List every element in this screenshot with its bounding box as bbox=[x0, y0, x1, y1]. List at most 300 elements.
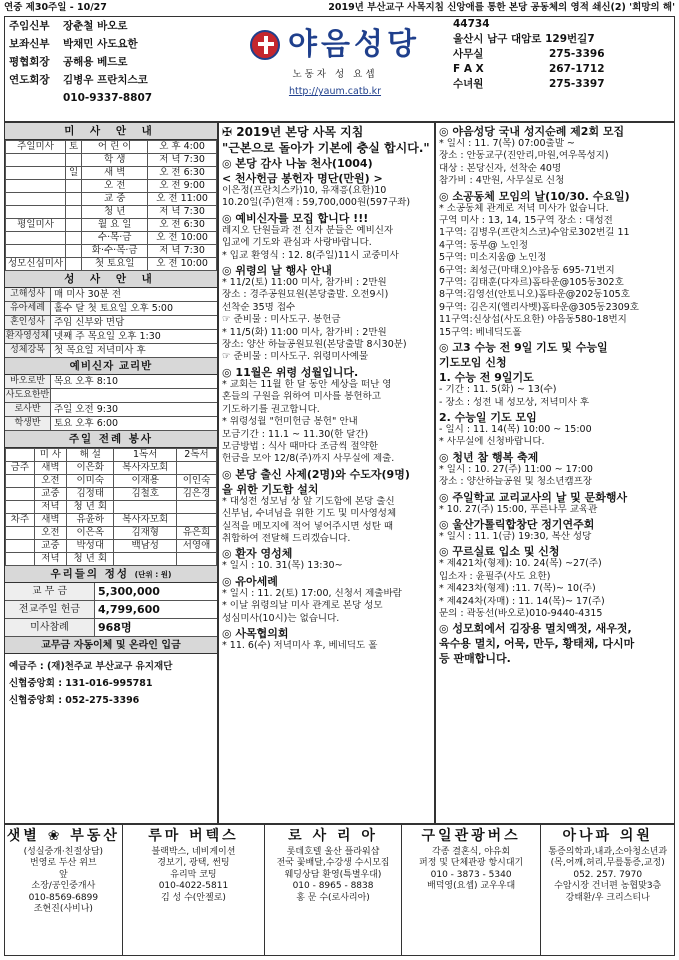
service-cell: 유은희 bbox=[176, 527, 216, 540]
ad-line: 김 성 수(안젤로) bbox=[160, 892, 226, 903]
clergy-name: 공해용 베드로 bbox=[63, 55, 128, 68]
clergy-row bbox=[5, 89, 219, 107]
bank-line: 예금주 : (재)천주교 부산교구 유지재단 bbox=[9, 661, 173, 672]
service-row bbox=[6, 540, 217, 553]
notice-line: * 11/2(토) 11:00 미사, 참가비 : 2만원 bbox=[222, 277, 387, 289]
offering-key: 미사참례 bbox=[5, 619, 95, 636]
mass-cell bbox=[66, 258, 82, 271]
service-cell: 새벽 bbox=[34, 514, 66, 527]
notice-line: 문의 : 곽동선(바오로)010-9440-4315 bbox=[439, 607, 603, 619]
notice-line: * 사무실에 신청바랍니다. bbox=[439, 436, 545, 448]
notice-line: 신부님, 수녀님을 위한 기도 및 미사영성체 bbox=[222, 508, 397, 520]
contact-row bbox=[451, 62, 675, 77]
notice-line: - 기간 : 11. 5(화) ~ 13(수) bbox=[439, 384, 557, 396]
notice-line: * 위령성월 "헌미헌금 봉헌" 안내 bbox=[222, 416, 358, 428]
service-cell bbox=[6, 475, 35, 488]
ad-title: 아나파 의원 bbox=[562, 828, 653, 844]
notice-line: * 제424차(자매) : 11. 14(목)~ 17(주) bbox=[439, 595, 605, 607]
ad-line: 홍 문 수(로사리아) bbox=[296, 892, 370, 903]
bank-line: 신협중앙회 : 131-016-995781 bbox=[9, 678, 153, 689]
notice-line: * 일시 : 11. 1(금) 19:30, 복산 성당 bbox=[439, 530, 592, 542]
offering-value: 4,799,600 bbox=[98, 602, 160, 616]
bank-header: 교무금 자동이체 및 온라인 입금 bbox=[5, 637, 217, 654]
ad-line: 010 - 3873 - 5340 bbox=[430, 869, 512, 880]
notice-line: 레지오 단원들과 전 신자 분들은 예비신자 bbox=[222, 224, 394, 236]
service-cell bbox=[114, 501, 177, 514]
mass-table bbox=[5, 140, 217, 271]
service-cell: 박성대 bbox=[67, 540, 114, 553]
mass-row bbox=[6, 180, 217, 193]
service-cell: 유윤하 bbox=[67, 514, 114, 527]
issue-bar bbox=[4, 2, 675, 16]
clergy-name: 장춘철 바오로 bbox=[63, 19, 128, 32]
notice-heading: < 천사헌금 봉헌자 명단(만원) > bbox=[222, 172, 383, 185]
ad-strip bbox=[4, 824, 675, 956]
right-column bbox=[435, 122, 675, 824]
service-head-cell bbox=[6, 449, 35, 462]
notice-heading: ◎ 소공동체 모임의 날(10/30. 수요일) bbox=[439, 189, 630, 203]
notice-line: 혼들의 구원을 위하여 미사를 봉헌하고 bbox=[222, 391, 381, 403]
ad-title: 로 사 리 아 bbox=[288, 828, 378, 844]
notice-line: 장소 : 경주공원묘원(본당출발. 오전9시) bbox=[222, 289, 389, 301]
notice-line: * 일시 : 11. 2(토) 17:00, 신청서 제출바람 bbox=[222, 587, 402, 599]
ad-line: 각종 결혼식, 야유회 bbox=[432, 846, 511, 857]
clergy-name: 박채민 사도요한 bbox=[63, 37, 138, 50]
notice-heading: ◎ 울산가톨릭합창단 정기연주회 bbox=[439, 517, 595, 531]
ad-line: 배덕영(요셉) 교우우대 bbox=[427, 881, 516, 891]
info-key: 고해성사 bbox=[5, 288, 51, 301]
service-cell: 김정태 bbox=[67, 488, 114, 501]
mass-cell bbox=[6, 193, 66, 206]
mass-row bbox=[6, 154, 217, 167]
info-key: 로사반 bbox=[5, 403, 51, 416]
issue-label: 연중 제30주일 - 10/27 bbox=[4, 2, 107, 13]
service-cell: 김철호 bbox=[114, 488, 177, 501]
notice-heading: ◎ 청년 참 행복 축제 bbox=[439, 450, 539, 464]
info-key: 유아세례 bbox=[5, 302, 51, 315]
clergy-row bbox=[5, 53, 219, 71]
notice-line: 입교에 기도와 관심과 사랑바랍니다. bbox=[222, 237, 372, 249]
notice-line: 장소 : 안동교구(진안리,마원,여우목성지) bbox=[439, 150, 609, 162]
ad-line: 052. 257. 7970 bbox=[573, 869, 643, 880]
mass-cell bbox=[66, 232, 82, 245]
middle-column bbox=[218, 122, 435, 824]
offering-row bbox=[5, 601, 217, 619]
mass-cell: 평일미사 bbox=[6, 219, 66, 232]
mass-cell: 청 년 bbox=[82, 206, 148, 219]
service-cell: 이은화 bbox=[67, 462, 114, 475]
mass-cell: 화·수·목·금 bbox=[82, 245, 148, 258]
notice-heading: "근본으로 돌아가 기본에 충실 합시다." bbox=[222, 141, 430, 155]
notice-line: 7구역: 김태훈(다자르)홈타운@105동302호 bbox=[439, 277, 624, 289]
notice-line: 1구역: 김병우(프란치스코)수암로302번길 11 bbox=[439, 227, 630, 239]
notice-heading: ◎ 꾸르실료 입소 및 신청 bbox=[439, 545, 560, 559]
clergy-list bbox=[5, 17, 219, 121]
service-cell bbox=[176, 462, 216, 475]
service-cell: 교중 bbox=[34, 488, 66, 501]
info-row bbox=[5, 330, 217, 344]
notice-line: * 일시 : 10. 31(목) 13:30~ bbox=[222, 560, 343, 572]
notice-heading: ✠ 2019년 본당 사목 지침 bbox=[222, 125, 364, 139]
info-key: 환자영성체 bbox=[5, 331, 50, 342]
clergy-role: 주임신부 bbox=[9, 19, 50, 32]
mass-cell: 교 중 bbox=[82, 193, 148, 206]
service-cell: 이인숙 bbox=[176, 475, 216, 488]
contact-value: 275-3397 bbox=[549, 78, 605, 91]
info-row bbox=[5, 302, 217, 316]
mass-row bbox=[6, 219, 217, 232]
parish-url-link[interactable]: http://yaum.catb.kr bbox=[288, 86, 382, 98]
ad-title: 구일관광버스 bbox=[421, 828, 521, 844]
ad-box bbox=[5, 825, 123, 955]
offering-key: 교 무 금 bbox=[5, 583, 95, 600]
mass-cell: 주일미사 bbox=[6, 141, 66, 154]
info-value: 첫 목요일 저녁미사 후 bbox=[54, 344, 146, 356]
clergy-row bbox=[5, 35, 219, 53]
service-cell: 청 년 회 bbox=[67, 501, 114, 514]
mass-row bbox=[6, 193, 217, 206]
service-cell: 이재용 bbox=[114, 475, 177, 488]
motto-label: 2019년 부산교구 사목지침 신앙애를 통한 본당 공동체의 영적 쇄신(2) '희망의 해' bbox=[328, 2, 675, 13]
notice-line: * 제423차(형제) :11. 7(목)~ 10(주) bbox=[439, 583, 596, 595]
mass-cell: 학 생 bbox=[82, 154, 148, 167]
service-cell: 오전 bbox=[34, 527, 66, 540]
notice-line: ☞ 준비물 : 미사도구. 위령미사예물 bbox=[222, 351, 369, 363]
mass-cell bbox=[66, 245, 82, 258]
info-key: 사도요한반 bbox=[5, 390, 50, 401]
mass-cell: 저 녁 7:30 bbox=[148, 245, 217, 258]
service-cell bbox=[6, 540, 35, 553]
mass-cell bbox=[66, 219, 82, 232]
mass-cell: 오 전 bbox=[82, 180, 148, 193]
info-key: 바오로반 bbox=[5, 375, 51, 388]
service-cell: 백남성 bbox=[114, 540, 177, 553]
service-cell: 김재형 bbox=[114, 527, 177, 540]
service-cell bbox=[176, 501, 216, 514]
mass-cell: 새 벽 bbox=[82, 167, 148, 180]
mass-cell: 토 bbox=[66, 141, 82, 154]
notice-line: 11구역:신상섭(사도요한) 야음동580-18번지 bbox=[439, 314, 627, 326]
notice-heading: 기도모임 신청 bbox=[439, 356, 507, 370]
notice-line: * 11. 6(수) 저녁미사 후, 베네딕도 홀 bbox=[222, 639, 378, 651]
service-cell bbox=[6, 501, 35, 514]
offering-list bbox=[5, 583, 217, 637]
info-value: 토요 오후 6:00 bbox=[54, 417, 119, 429]
header bbox=[4, 16, 675, 122]
notice-line: 장소 : 양산하늘공원 및 청소년캠프장 bbox=[439, 476, 592, 488]
notice-heading: ◎ 야음성당 국내 성지순례 제2회 모집 bbox=[439, 125, 625, 138]
clergy-row bbox=[5, 17, 219, 35]
notice-line: * 입교 환영식 : 12. 8(주일)11시 교중미사 bbox=[222, 249, 399, 261]
mass-cell bbox=[66, 206, 82, 219]
contact-row bbox=[451, 47, 675, 62]
ad-line: 앞 bbox=[58, 869, 68, 880]
contact-label: 44734 bbox=[453, 18, 490, 31]
service-cell bbox=[6, 488, 35, 501]
contact-row bbox=[451, 32, 675, 47]
sacrament-list bbox=[5, 288, 217, 358]
notice-line: 15구역: 베네딕도홀 bbox=[439, 326, 522, 338]
contact-row bbox=[451, 17, 675, 32]
notice-heading: 1. 수능 전 9일기도 bbox=[439, 371, 534, 385]
ad-title: 루마 버텍스 bbox=[148, 828, 239, 844]
contact-list bbox=[451, 17, 675, 121]
service-cell: 서영애 bbox=[176, 540, 216, 553]
notice-line: 5구역: 미소지움@ 노인정 bbox=[439, 252, 547, 264]
parish-subtitle: 노동자 성 요셉 bbox=[292, 69, 378, 80]
info-value: 홀수 달 첫 토요일 오후 5:00 bbox=[54, 302, 174, 314]
info-row bbox=[5, 417, 217, 431]
contact-label: 수녀원 bbox=[453, 78, 484, 91]
mass-cell bbox=[6, 167, 66, 180]
bank-list bbox=[5, 654, 217, 709]
notice-line: 참가비 : 4만원, 사무실로 신청 bbox=[439, 175, 565, 187]
ad-box bbox=[402, 825, 542, 955]
mass-cell bbox=[6, 245, 66, 258]
parish-title: 야음성당 bbox=[288, 27, 420, 62]
service-table bbox=[5, 448, 217, 566]
notice-line: 선착순 35명 접수 bbox=[222, 301, 296, 313]
notice-heading: ◎ 사목협의회 bbox=[222, 626, 289, 640]
mass-cell bbox=[6, 180, 66, 193]
service-cell bbox=[114, 553, 177, 566]
mass-cell: 어 린 이 bbox=[82, 141, 148, 154]
notice-line: * 10. 27(주) 15:00, 푸른나무 교육관 bbox=[439, 503, 598, 515]
service-row bbox=[6, 475, 217, 488]
service-row bbox=[6, 527, 217, 540]
service-head-cell: 2독서 bbox=[176, 449, 216, 462]
notice-line: 이은정(프란치스카)10, 유재흥(요한)10 bbox=[222, 185, 387, 196]
notice-line: 취합하여 전달해 드리겠습니다. bbox=[222, 532, 351, 544]
catechism-list bbox=[5, 375, 217, 431]
info-row bbox=[5, 403, 217, 417]
mass-row bbox=[6, 245, 217, 258]
mass-cell: 오 전 6:30 bbox=[148, 219, 217, 232]
contact-value: 267-1712 bbox=[549, 63, 605, 76]
notice-line: - 일시 : 11. 14(목) 10:00 ~ 15:00 bbox=[439, 423, 592, 435]
notice-heading: ◎ 고3 수능 전 9일 기도 및 수능일 bbox=[439, 341, 608, 355]
notice-heading: ◎ 본당 출신 사제(2명)와 수도자(9명) bbox=[222, 467, 410, 481]
service-cell bbox=[176, 553, 216, 566]
offering-unit: (단위 : 원) bbox=[134, 570, 172, 579]
service-head-cell: 1독서 bbox=[114, 449, 177, 462]
service-cell bbox=[6, 527, 35, 540]
notice-heading: ◎ 유아세례 bbox=[222, 574, 278, 588]
contact-row bbox=[451, 77, 675, 92]
service-head-row bbox=[6, 449, 217, 462]
offering-value: 968명 bbox=[98, 620, 132, 634]
mass-cell: 오 전 6:30 bbox=[148, 167, 217, 180]
notice-heading: ◎ 주일학교 교리교사의 날 및 문화행사 bbox=[439, 490, 628, 504]
notice-heading: 등 판매합니다. bbox=[439, 652, 511, 666]
sacrament-header: 성 사 안 내 bbox=[5, 271, 217, 288]
info-value: 주일 오전 9:30 bbox=[54, 403, 119, 415]
notice-heading: 2. 수능일 기도 모임 bbox=[439, 410, 537, 424]
ad-line: 번영로 두산 위브 bbox=[30, 858, 97, 868]
catechism-header: 예비신자 교리반 bbox=[5, 358, 217, 375]
service-cell: 오전 bbox=[34, 475, 66, 488]
notice-line: 대상 : 본당신자, 선착순 40명 bbox=[439, 162, 562, 174]
notice-line: * 제421차(형제): 10. 24(목) ~27(주) bbox=[439, 558, 602, 570]
mass-row bbox=[6, 167, 217, 180]
notice-line: 헌금을 모아 12/8(주)까지 사무실에 제출. bbox=[222, 453, 395, 465]
offering-row bbox=[5, 583, 217, 601]
mass-row bbox=[6, 232, 217, 245]
mass-cell: 저 녁 7:30 bbox=[148, 206, 217, 219]
service-row bbox=[6, 514, 217, 527]
offering-row bbox=[5, 619, 217, 637]
mass-cell: 저 녁 7:30 bbox=[148, 154, 217, 167]
info-value: 주임 신부와 면담 bbox=[54, 316, 125, 328]
contact-label: F A X bbox=[453, 63, 484, 76]
notice-line: * 대성전 성모님 상 앞 기도함에 본당 출신 bbox=[222, 495, 395, 507]
mass-cell: 오 전 10:00 bbox=[148, 258, 217, 271]
ad-line: 전국 꽃배달,수강생 수시모집 bbox=[276, 858, 390, 868]
notice-heading: 을 위한 기도함 설치 bbox=[222, 482, 319, 496]
ad-line: 경보기, 광택, 썬팅 bbox=[157, 858, 230, 868]
service-row bbox=[6, 553, 217, 566]
contact-label: 울산시 남구 대암로 129번길7 bbox=[453, 33, 595, 46]
mass-cell: 첫 토요일 bbox=[82, 258, 148, 271]
mass-cell bbox=[6, 154, 66, 167]
clergy-role: 보좌신부 bbox=[9, 37, 50, 50]
mass-cell: 월 요 일 bbox=[82, 219, 148, 232]
notice-line: 실적을 메모지에 적어 넣어주시면 성탄 때 bbox=[222, 520, 394, 532]
mass-row bbox=[6, 141, 217, 154]
info-value: 매 미사 30분 전 bbox=[54, 288, 122, 300]
offering-header bbox=[5, 566, 217, 583]
info-row bbox=[5, 389, 217, 403]
mass-cell: 일 bbox=[66, 167, 82, 180]
ad-line: 강태환/우 크리스티나 bbox=[565, 892, 650, 903]
service-cell: 복사자모회 bbox=[114, 462, 177, 475]
notice-line: * 일시 : 10. 27(주) 11:00 ~ 17:00 bbox=[439, 463, 593, 475]
info-row bbox=[5, 288, 217, 302]
service-cell: 교중 bbox=[34, 540, 66, 553]
bank-line: 신협중앙회 : 052-275-3396 bbox=[9, 695, 140, 706]
mass-cell bbox=[66, 154, 82, 167]
service-head-cell: 미 사 bbox=[34, 449, 66, 462]
notice-line: 모금기간 : 11.1 ~ 11.30(한 달간) bbox=[222, 428, 369, 440]
offering-key: 전교주일 헌금 bbox=[5, 601, 95, 618]
notice-line: 입소자 : 윤필주(사도 요한) bbox=[439, 570, 551, 582]
info-key: 학생반 bbox=[5, 417, 51, 430]
notice-line: 6구역: 최성근(마태오)야음동 695-71번지 bbox=[439, 264, 615, 276]
service-cell: 차주 bbox=[6, 514, 35, 527]
mass-row bbox=[6, 206, 217, 219]
ad-box bbox=[541, 825, 674, 955]
ad-line: 유리막 코팅 bbox=[170, 869, 217, 880]
notice-line: 구역 미사 : 13, 14, 15구역 장소 : 대성전 bbox=[439, 215, 613, 227]
ad-box bbox=[123, 825, 266, 955]
service-cell: 김은경 bbox=[176, 488, 216, 501]
ad-line: 수암시장 건너편 농협맞3층 bbox=[554, 881, 662, 891]
service-row bbox=[6, 488, 217, 501]
notice-line: - 장소 : 성전 내 성모상, 저녁미사 후 bbox=[439, 396, 590, 408]
service-cell: 새벽 bbox=[34, 462, 66, 475]
ad-line: 웨딩상담 환영(특별우대) bbox=[284, 869, 382, 880]
notice-line: 9구역: 김은지(엘리사벳)홈타운@305동2309호 bbox=[439, 301, 639, 313]
notice-line: 10.20일(주)현재 : 59,700,000원(597구좌) bbox=[222, 197, 411, 209]
clergy-row bbox=[5, 71, 219, 89]
notice-line: 장소: 양산 하늘공원묘원(본당출발 8시30분) bbox=[222, 339, 407, 351]
info-value: 넷째 주 목요일 오후 1:30 bbox=[54, 330, 161, 342]
notice-line: 8구역:김영선(안토니오)홈타운@202동105호 bbox=[439, 289, 630, 301]
mass-cell: 성모신심미사 bbox=[6, 258, 66, 271]
notice-heading: ◎ 성모회에서 김장용 멸치액젓, 새우젓, bbox=[439, 622, 632, 636]
notice-line: * 일시 : 11. 7(목) 07:00출발 ~ bbox=[439, 138, 575, 149]
service-header: 주일 전례 봉사 bbox=[5, 431, 217, 448]
info-key: 혼인성사 bbox=[5, 316, 51, 329]
service-cell: 이은옥 bbox=[67, 527, 114, 540]
cross-emblem-icon bbox=[250, 30, 280, 60]
notice-line: 4구역: 동부@ 노인정 bbox=[439, 239, 529, 251]
notice-line: ☞ 준비물 : 미사도구. 봉헌금 bbox=[222, 314, 341, 326]
ad-line: 소장/공인중개사 bbox=[31, 881, 96, 891]
ad-line: 010-4022-5811 bbox=[158, 881, 229, 891]
service-cell bbox=[176, 514, 216, 527]
ad-line: (목,어깨,허리,무릎통증,교정) bbox=[550, 858, 665, 868]
notice-line: * 11/5(화) 11:00 미사, 참가비 : 2만원 bbox=[222, 326, 387, 338]
notice-heading: ◎ 11월은 위령 성월입니다. bbox=[222, 365, 359, 379]
ad-line: 010 - 8965 - 8838 bbox=[292, 881, 374, 891]
info-row bbox=[5, 344, 217, 358]
notice-line: 모금방법 : 식사 때마다 조금씩 절약한 bbox=[222, 440, 378, 452]
clergy-role: 평협회장 bbox=[9, 55, 50, 68]
notice-heading: ◎ 위령의 날 행사 안내 bbox=[222, 264, 332, 278]
service-cell: 금주 bbox=[6, 462, 35, 475]
info-row bbox=[5, 375, 217, 389]
mass-cell: 오 전 10:00 bbox=[148, 232, 217, 245]
service-cell: 복사자모회 bbox=[114, 514, 177, 527]
ad-title: 샛별 ❀ 부동산 bbox=[6, 828, 120, 844]
mass-cell: 수·목·금 bbox=[82, 232, 148, 245]
clergy-role: 연도회장 bbox=[9, 73, 50, 86]
service-cell: 저녁 bbox=[34, 553, 66, 566]
notice-heading: 육수용 멸치, 어묵, 만두, 황태채, 다시마 bbox=[439, 637, 635, 651]
mass-header: 미 사 안 내 bbox=[5, 123, 217, 140]
service-head-cell: 해 설 bbox=[67, 449, 114, 462]
mass-cell bbox=[66, 193, 82, 206]
ad-line: 롯데호텔 울산 플라워샵 bbox=[286, 846, 380, 857]
ad-line: 조현진(사비나) bbox=[33, 904, 93, 914]
notice-line: 기도하기를 권고합니다. bbox=[222, 403, 320, 415]
notice-line: 성심미사(10시)는 없습니다. bbox=[222, 612, 340, 624]
left-column bbox=[4, 122, 218, 824]
ad-line: (성실중개·친절상담) bbox=[23, 846, 104, 857]
notice-line: * 이날 위령의날 미사 관계로 본당 성모 bbox=[222, 600, 383, 612]
service-cell: 저녁 bbox=[34, 501, 66, 514]
service-cell: 청 년 회 bbox=[67, 553, 114, 566]
clergy-name: 김병우 프란치스코 bbox=[63, 73, 148, 86]
info-key: 성체강복 bbox=[5, 344, 51, 357]
notice-heading: ◎ 환자 영성체 bbox=[222, 547, 293, 561]
mass-cell: 오 전 9:00 bbox=[148, 180, 217, 193]
mass-cell bbox=[6, 206, 66, 219]
notice-heading: ◎ 예비신자를 모집 합니다 !!! bbox=[222, 211, 369, 225]
info-value: 목요 오후 8:10 bbox=[54, 375, 119, 387]
mass-cell: 오 전 11:00 bbox=[148, 193, 217, 206]
notice-line: * 소공동체 관계로 저녁 미사가 없습니다. bbox=[439, 202, 609, 214]
notice-line: * 교회는 11월 한 달 동안 세상을 떠난 영 bbox=[222, 378, 392, 390]
contact-value: 275-3396 bbox=[549, 48, 605, 61]
ad-box bbox=[265, 825, 402, 955]
clergy-name: 010-9337-8807 bbox=[63, 91, 153, 104]
contact-label: 사무실 bbox=[453, 48, 484, 61]
mass-cell bbox=[66, 180, 82, 193]
ad-line: 퍼정 및 단체관광 항시대기 bbox=[419, 858, 524, 868]
parish-title-block bbox=[219, 17, 451, 121]
